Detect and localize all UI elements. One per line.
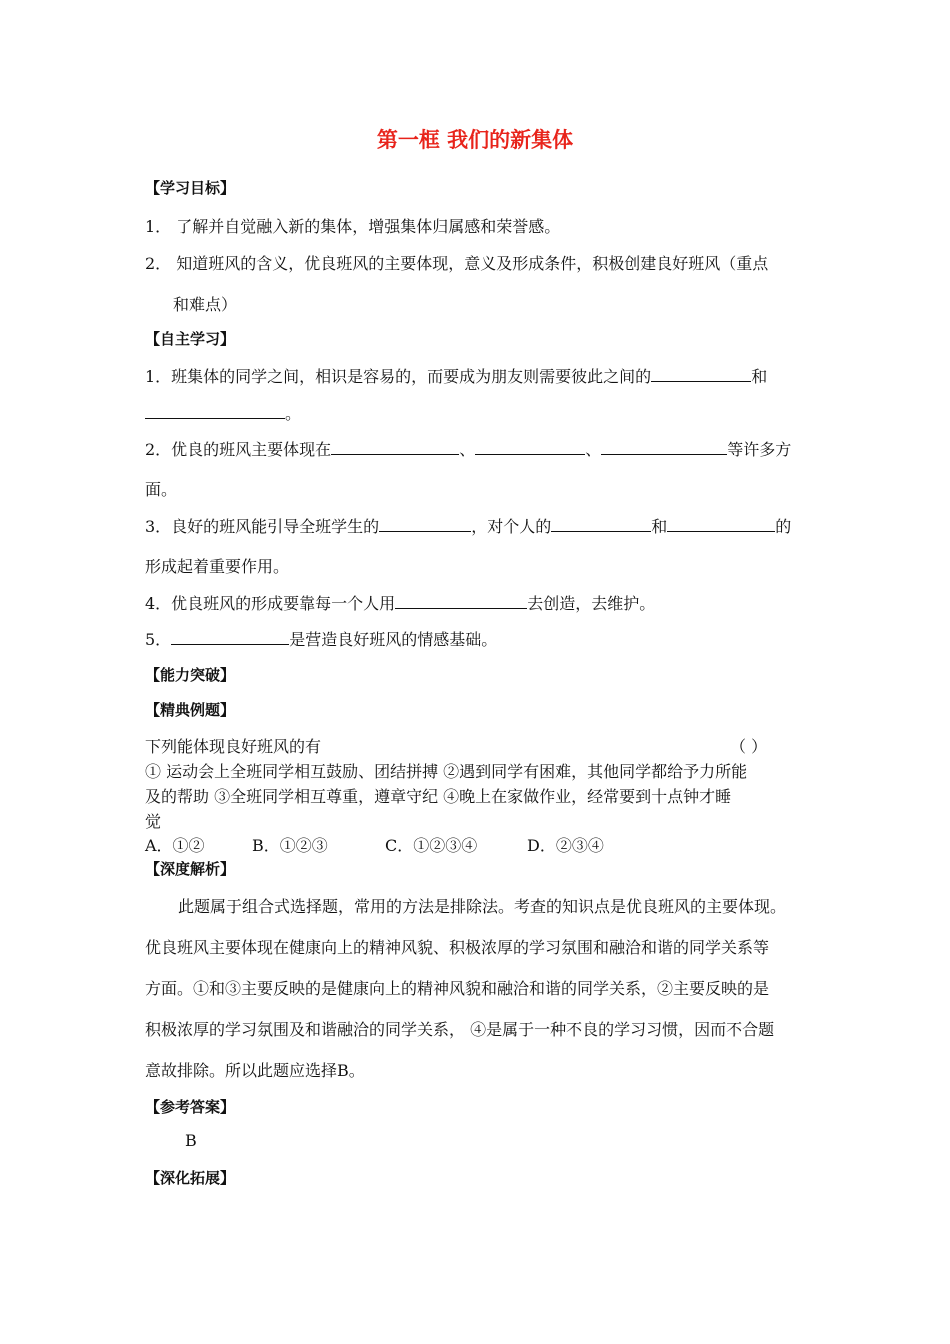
ability-heading: 【能力突破】 xyxy=(145,666,236,684)
example-heading: 【精典例题】 xyxy=(145,701,236,719)
question-3-line2: 形成起着重要作用。 xyxy=(145,557,290,576)
q1-blank-1[interactable] xyxy=(651,365,751,382)
option-c[interactable]: C．①②③④ xyxy=(385,836,478,855)
question-2 xyxy=(145,437,791,460)
q2-blank-2[interactable] xyxy=(475,438,585,455)
analysis-line-2: 优良班风主要体现在健康向上的精神风貌、积极浓厚的学习氛围和融洽和谐的同学关系等 xyxy=(145,938,770,957)
option-d[interactable]: D．②③④ xyxy=(527,836,604,855)
example-line-2: ① 运动会上全班同学相互鼓励、团结拼搏 ②遇到同学有困难，其他同学都给予力所能 xyxy=(145,762,748,781)
page-title: 第一框 我们的新集体 xyxy=(376,127,574,152)
q1-end: 。 xyxy=(285,404,302,423)
objectives-heading: 【学习目标】 xyxy=(145,179,236,197)
q2-sep-1: 、 xyxy=(459,440,476,459)
q3-text: 3．良好的班风能引导全班学生的 xyxy=(145,517,380,536)
example-options xyxy=(145,833,604,856)
q4-blank[interactable] xyxy=(395,592,527,609)
self-study-heading: 【自主学习】 xyxy=(145,330,236,348)
example-answer-paren: （ ） xyxy=(730,737,768,756)
q1-and: 和 xyxy=(751,367,768,386)
example-stem: 下列能体现良好班风的有 xyxy=(145,737,322,756)
q3-blank-1[interactable] xyxy=(379,515,471,532)
q4-tail: 去创造，去维护。 xyxy=(527,594,656,613)
analysis-line-1: 此题属于组合式选择题，常用的方法是排除法。考查的知识点是优良班风的主要体现。 xyxy=(178,897,787,916)
q2-text: 2．优良的班风主要体现在 xyxy=(145,440,332,459)
objective-1: 1． 了解并自觉融入新的集体，增强集体归属感和荣誉感。 xyxy=(145,217,561,236)
example-line-4: 觉 xyxy=(145,812,162,831)
question-2-line2: 面。 xyxy=(145,480,178,499)
extension-heading: 【深化拓展】 xyxy=(145,1169,236,1187)
analysis-line-4: 积极浓厚的学习氛围及和谐融洽的同学关系， ④是属于一种不良的学习习惯，因而不合题 xyxy=(145,1020,775,1039)
question-1 xyxy=(145,364,767,387)
q4-text: 4．优良班风的形成要靠每一个人用 xyxy=(145,594,396,613)
answer-value: B xyxy=(185,1131,197,1150)
q5-num: 5． xyxy=(145,630,172,649)
question-4 xyxy=(145,591,655,614)
question-3 xyxy=(145,514,791,537)
analysis-line-5: 意故排除。所以此题应选择B。 xyxy=(145,1061,365,1080)
q2-sep-2: 、 xyxy=(585,440,602,459)
q5-tail: 是营造良好班风的情感基础。 xyxy=(289,630,498,649)
q1-blank-2[interactable] xyxy=(145,402,285,419)
q3-blank-2[interactable] xyxy=(551,515,651,532)
example-line-3: 及的帮助 ③全班同学相互尊重，遵章守纪 ④晚上在家做作业，经常要到十点钟才睡 xyxy=(145,787,732,806)
q2-tail: 等许多方 xyxy=(727,440,792,459)
option-b[interactable]: B．①②③ xyxy=(252,836,328,855)
objective-2-line2: 和难点） xyxy=(173,295,238,314)
analysis-line-3: 方面。①和③主要反映的是健康向上的精神风貌和融洽和谐的同学关系，②主要反映的是 xyxy=(145,979,770,998)
q1-text: 1．班集体的同学之间，相识是容易的，而要成为朋友则需要彼此之间的 xyxy=(145,367,652,386)
analysis-heading: 【深度解析】 xyxy=(145,860,236,878)
q2-blank-3[interactable] xyxy=(601,438,727,455)
objective-2-line1: 2． 知道班风的含义，优良班风的主要体现，意义及形成条件，积极创建良好班风（重点 xyxy=(145,254,769,273)
q5-blank[interactable] xyxy=(171,628,289,645)
q3-blank-3[interactable] xyxy=(667,515,775,532)
q3-de: 的 xyxy=(775,517,792,536)
q2-blank-1[interactable] xyxy=(331,438,459,455)
q3-text-2: ，对个人的 xyxy=(471,517,552,536)
q3-and: 和 xyxy=(651,517,668,536)
question-5 xyxy=(145,627,497,650)
answer-heading: 【参考答案】 xyxy=(145,1098,236,1116)
question-1-line2 xyxy=(145,401,301,424)
option-a[interactable]: A．①② xyxy=(145,836,205,855)
